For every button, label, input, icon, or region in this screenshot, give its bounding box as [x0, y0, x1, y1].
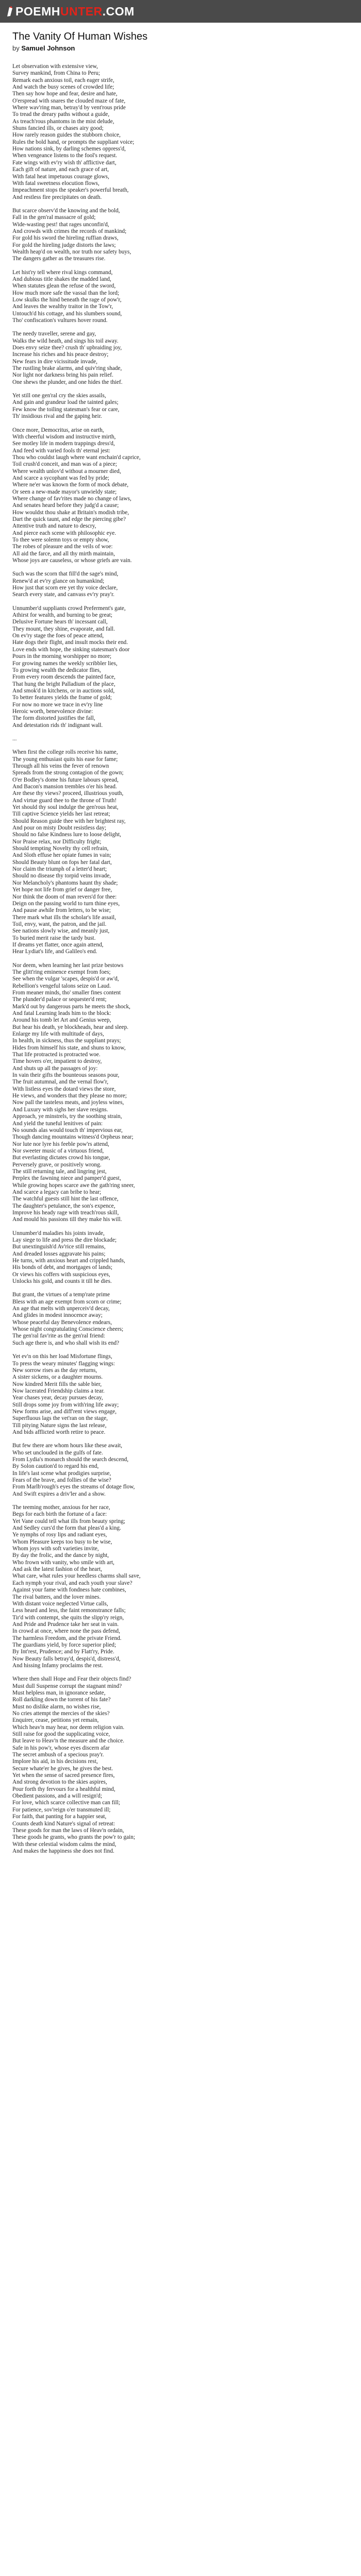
poem-line: Yet hope not life from grief or danger free,: [12, 887, 112, 893]
poem-line: From meaner minds, tho' smaller fines content: [12, 989, 121, 996]
poem-line: But hear his death, ye blockheads, hear and sleep.: [12, 1024, 128, 1030]
poem-line: By day the frolic, and the dance by night,: [12, 1552, 109, 1559]
poem-line: They mount, they shine, evaporate, and fall.: [12, 625, 115, 632]
poem-line: But leave to Heav'n the measure and the choice.: [12, 1738, 124, 1744]
poem-line: Unnumber'd suppliants crowd Preferment's gate,: [12, 605, 126, 612]
poem-line: The rustling brake alarms, and quiv'ring shade,: [12, 365, 122, 372]
site-header: [0, 0, 361, 23]
poem-line: Does envy seize thee? crush th' upbraiding joy,: [12, 345, 122, 351]
poem-line: Whom joys with soft varieties invite,: [12, 1546, 99, 1552]
poem-line: And detestation rids th' indignant wall.: [12, 722, 103, 728]
poem-line: When statutes glean the refuse of the sword,: [12, 283, 116, 290]
poem-line: Toil, envy, want, the patron, and the jail.: [12, 921, 107, 927]
poem-line: Roll darkling down the torrent of his fate?: [12, 1697, 111, 1703]
poem-line: And Bacon's mansion trembles o'er his head.: [12, 784, 117, 790]
poem-line: With listless eyes the dotard views the store,: [12, 1086, 116, 1092]
poem-stanza: [12, 1230, 349, 1285]
poem-line: But grant, the virtues of a temp'rate prime: [12, 1292, 110, 1298]
poem-line: The glitt'ring eminence exempt from foes;: [12, 969, 111, 975]
poem-stanza: [12, 1676, 349, 1855]
poem-line: Fate wings with ev'ry wish th' afflictive dart,: [12, 159, 117, 166]
poem-line: Safe in his pow'r, whose eyes discern afar: [12, 1744, 110, 1751]
poem-line: Whom Pleasure keeps too busy to be wise,: [12, 1538, 112, 1545]
site-logo[interactable]: [6, 5, 135, 19]
poem-title: The Vanity Of Human Wishes: [12, 31, 147, 42]
poem-line: Yet ev'n on this her load Misfortune flings,: [12, 1353, 112, 1360]
poem-line: Rebellion's vengeful talons seize on Laud.: [12, 982, 111, 989]
poem-line: To press the weary minutes' flagging wings:: [12, 1360, 115, 1367]
poem-line: The form distorted justifies the fall,: [12, 715, 95, 722]
poem-line: To thee were solemn toys or empty show,: [12, 537, 109, 543]
poem-line: Counts death kind Nature's signal of retreat:: [12, 1820, 116, 1827]
poem-line: Impeachment stops the speaker's powerful breath,: [12, 187, 129, 194]
poem-line: And pause awhile from letters, to be wise;: [12, 907, 111, 914]
poem-line: With these celestial wisdom calms the mind,: [12, 1841, 117, 1848]
quill-logo-icon: [6, 6, 13, 17]
poem-line: The harmless Freedom, and the private Friend.: [12, 1635, 122, 1641]
poem-line: Thou who couldst laugh where want enchain'd caprice,: [12, 454, 141, 461]
poem-line: And gain and grandeur load the tainted gales;: [12, 399, 119, 406]
poem-byline: [12, 44, 349, 52]
poem-line: If dreams yet flatter, once again attend,: [12, 941, 104, 948]
poem-line: And pour on misty Doubt resistless day;: [12, 825, 106, 832]
poem-line: For growing names the weekly scribbler lies,: [12, 660, 118, 667]
poem-line: Should no false Kindness lure to loose delight,: [12, 832, 121, 838]
poem-line: Around his tomb let Art and Genius weep,: [12, 1017, 111, 1024]
poem-line: Such age there is, and who shall wish its end?: [12, 1340, 120, 1346]
poem-line: How just that scorn ere yet thy voice declare,: [12, 585, 118, 591]
poem-line: O'er Bodley's dome his future labours spread,: [12, 776, 119, 783]
poem-line: Year chases year, decay pursues decay,: [12, 1395, 103, 1401]
poem-line: Where wav'ring man, betray'd by vent'rous pride: [12, 105, 126, 111]
poem-line: His bonds of debt, and mortgages of lands;: [12, 1264, 112, 1271]
poem-line: Nor claim the triumph of a letter'd heart;: [12, 866, 107, 873]
poem-stanza: [12, 1353, 349, 1436]
poem-line: Search every state, and canvass ev'ry pray'r.: [12, 591, 114, 598]
poem-line: Love ends with hope, the sinking statesman's door: [12, 646, 130, 653]
poem-line: Hear Lydiat's life, and Galileo's end.: [12, 948, 97, 955]
poem-line: See nations slowly wise, and meanly just,: [12, 928, 110, 935]
poem-line: Low skulks the hind beneath the rage of pow'r,: [12, 297, 122, 303]
poem-line: And mould his passions till they make his will.: [12, 1216, 122, 1223]
poem-line: ...: [12, 735, 17, 742]
poem-line: For now no more we trace in ev'ry line: [12, 701, 103, 708]
poem-line: Few know the toiling statesman's fear or care,: [12, 406, 120, 413]
poem-line: Wealth heap'd on wealth, nor truth nor safety buys,: [12, 248, 132, 255]
poem-line: And feed with varied fools th' eternal jest:: [12, 447, 110, 454]
poem-line: Increase his riches and his peace destroy;: [12, 351, 109, 358]
poem-line: An age that melts with unperceiv'd decay,: [12, 1306, 110, 1312]
poem-line: Each gift of nature, and each grace of art,: [12, 166, 109, 173]
poem-line: Athirst for wealth, and burning to be great;: [12, 612, 112, 619]
poem-line: While growing hopes scarce awe the gath'ring sneer,: [12, 1182, 135, 1189]
poem-line: With fatal heat impetuous courage glows,: [12, 173, 109, 180]
logo-text-main: POEMH: [15, 4, 60, 18]
poem-line: Nor lute nor lyre his feeble pow'rs attend,: [12, 1141, 109, 1147]
poem-line: The robes of pleasure and the veils of woe:: [12, 544, 113, 550]
poem-line: Should Reason guide thee with her brightest ray,: [12, 818, 126, 824]
poem-line: Must dull Suspense corrupt the stagnant mind?: [12, 1683, 122, 1689]
poem-line: And smok'd in kitchens, or in auctions sold,: [12, 687, 115, 694]
poem-line: Yet Vane could tell what ills from beauty spring;: [12, 1518, 125, 1524]
poem-line: How nations sink, by darling schemes oppress'd,: [12, 146, 126, 152]
poem-line: To better features yields the frame of gold;: [12, 694, 112, 701]
poem-line: These goods he grants, who grants the pow'r to gain;: [12, 1834, 135, 1841]
poem-line: How wouldst thou shake at Britain's modish tribe,: [12, 509, 129, 516]
poem-line: He turns, with anxious heart and crippled hands,: [12, 1258, 125, 1264]
poem-line: There mark what ills the scholar's life assail,: [12, 914, 116, 921]
poem-line: Tho' confiscation's vultures hover round.: [12, 317, 108, 324]
poem-stanza: [12, 393, 349, 420]
poem-line: Should Beauty blunt on fops her fatal dart,: [12, 859, 112, 866]
poem-line: What care, what rules your heedless charms shall save,: [12, 1573, 141, 1580]
poem-line: For faith, that panting for a happier seat,: [12, 1814, 107, 1820]
poem-line: In crowd at once, where none the pass defend,: [12, 1628, 120, 1635]
poem-stanza: [12, 63, 349, 201]
poem-line: Now Beauty falls betray'd, despis'd, distress'd,: [12, 1655, 121, 1662]
poem-line: Must no dislike alarm, no wishes rise,: [12, 1703, 101, 1710]
poem-line: Wide-wasting pest! that rages unconfin'd,: [12, 221, 109, 228]
poem-line: From Marlb'rough's eyes the streams of dotage flow,: [12, 1484, 135, 1490]
poem-line: And Sloth effuse her opiate fumes in vain;: [12, 852, 111, 859]
poem-line: And strong devotion to the skies aspires,: [12, 1779, 107, 1786]
poem-line: Which heav'n may hear, nor deem religion vain.: [12, 1724, 125, 1731]
poem-stanza: [12, 269, 349, 325]
poem-line: Obedient passions, and a will resign'd;: [12, 1793, 102, 1800]
poem-line: Each nymph your rival, and each youth your slave?: [12, 1580, 133, 1586]
poem-line: From Lydia's monarch should the search descend,: [12, 1456, 129, 1463]
poem-line: He views, and wonders that they please no more;: [12, 1093, 127, 1099]
poem-container: [0, 23, 361, 1855]
poem-line: And makes the happiness she does not find.: [12, 1848, 114, 1854]
poem-line: Hides from himself his state, and shuns to know,: [12, 1044, 126, 1051]
poem-line: And dreaded losses aggravate his pains;: [12, 1250, 106, 1257]
poem-line: Approach, ye minstrels, try the soothing strain,: [12, 1113, 122, 1120]
poem-line: Tir'd with contempt, she quits the slipp'ry reign,: [12, 1614, 124, 1621]
poem-line: Yet still one gen'ral cry the skies assails,: [12, 393, 106, 399]
poem-line: Hate dogs their flight, and insult mocks their end.: [12, 639, 128, 646]
poem-line: And Swift expires a driv'ler and a show.: [12, 1490, 106, 1497]
poem-line: Such was the scorn that fill'd the sage's mind,: [12, 571, 119, 578]
poem-line: And restless fire precipitates on death.: [12, 194, 102, 200]
poem-line: The daughter's petulance, the son's expence,: [12, 1202, 116, 1209]
poem-line: And watch the busy scenes of crowded life;: [12, 84, 114, 91]
poem-line: Superfluous lags the vet'ran on the stage,: [12, 1415, 108, 1422]
poem-line: As treach'rous phantoms in the mist delude,: [12, 118, 114, 125]
poem-line: Whose joys are causeless, or whose griefs are vain.: [12, 557, 132, 564]
poem-line: From every room descends the painted face,: [12, 674, 116, 681]
poem-line: See when the vulgar 'scapes, despis'd or aw'd,: [12, 976, 119, 982]
poem-line: With cheerful wisdom and instructive mirth,: [12, 433, 116, 440]
poem-line: Let observation with extensive view,: [12, 63, 98, 70]
poem-line: Survey mankind, from China to Peru;: [12, 70, 101, 77]
poem-line: And crowds with crimes the records of mankind;: [12, 228, 127, 234]
poem-line: Where change of fav'rites made no change of laws,: [12, 495, 132, 502]
poem-line: Where ne'er was known the form of mock debate,: [12, 482, 129, 488]
poem-line: The fruit autumnal, and the vernal flow'r,: [12, 1079, 109, 1086]
poem-line: No sounds alas would touch th' impervious ear,: [12, 1127, 123, 1133]
poem-line: Whose night congratulating Conscience cheers;: [12, 1326, 124, 1333]
poem-line: Then say how hope and fear, desire and hate,: [12, 91, 118, 97]
poem-line: Once more, Democritus, arise on earth,: [12, 427, 104, 433]
poem-stanza: [12, 749, 349, 955]
poem-line: Rules the bold hand, or prompts the suppliant voice;: [12, 139, 135, 145]
poem-line: Heroic worth, benevolence divine:: [12, 708, 93, 715]
poem-line: Enlarge my life with multitude of days,: [12, 1031, 104, 1038]
poem-line: Attentive truth and nature to descry,: [12, 523, 96, 530]
poem-line: Who frown with vanity, who smile with art,: [12, 1559, 114, 1566]
poem-line: By Solon caution'd to regard his end,: [12, 1463, 99, 1470]
poem-line: Now lacerated Friendship claims a tear.: [12, 1387, 105, 1394]
poem-line: With distant voice neglected Virtue calls,: [12, 1600, 108, 1607]
poem-line: Now kindred Merit fills the sable bier,: [12, 1381, 102, 1387]
poem-line: The watchful guests still hint the last offence,: [12, 1196, 119, 1202]
poem-line: Enquirer, cease, petitions yet remain,: [12, 1717, 99, 1724]
poem-line: Remark each anxious toil, each eager strife,: [12, 77, 114, 83]
poem-line: Nor Melancholy's phantoms haunt thy shade;: [12, 879, 118, 886]
poem-stanza: [12, 571, 349, 598]
poem-line: The gen'ral fav'rite as the gen'ral friend:: [12, 1333, 105, 1340]
poem-line: Renew'd at ev'ry glance on humankind;: [12, 578, 105, 584]
poem-stanza: [12, 208, 349, 263]
poem-stanza: [12, 962, 349, 1224]
poem-line: Shuns fancied ills, or chases airy good;: [12, 125, 104, 132]
poem-line: Bless with an age exempt from scorn or crime;: [12, 1298, 122, 1305]
poem-stanza: [12, 1504, 349, 1669]
poem-line: For gold his sword the hireling ruffian draws,: [12, 235, 119, 242]
poem-line: Till captive Science yields her last retreat;: [12, 811, 110, 818]
poem-line: Pours in the morning worshipper no more;: [12, 653, 112, 660]
poem-line: And yield the tuneful lenitives of pain:: [12, 1120, 103, 1127]
poem-line: And fatal Learning leads him to the block:: [12, 1010, 111, 1016]
poem-line: To growing wealth the dedicator flies,: [12, 667, 101, 673]
poem-line: For gold the hireling judge distorts the laws;: [12, 242, 116, 248]
poem-line: Nor Praise relax, nor Difficulty fright;: [12, 838, 102, 845]
poem-line: The dangers gather as the treasures rise.: [12, 256, 106, 262]
byline-prefix: by: [12, 44, 22, 52]
poem-line: Nor light nor darkness bring his pain relief.: [12, 372, 113, 379]
poem-stanza: [12, 1443, 349, 1498]
poem-line: Th' insidious rival and the gaping heir.: [12, 413, 102, 420]
poem-line: Let hist'ry tell where rival kings command,: [12, 269, 113, 276]
poem-line: These goods for man the laws of Heav'n ordain,: [12, 1827, 124, 1834]
poem-line: To buried merit raise the tardy bust.: [12, 935, 96, 941]
poem-line: Pour forth thy fervours for a healthful mind,: [12, 1786, 116, 1792]
poem-line: Implore his aid, in his decisions rest,: [12, 1758, 98, 1765]
poem-line: And hissing Infamy proclaims the rest.: [12, 1662, 103, 1669]
poem-line: Improve his heady rage with treach'rous skill,: [12, 1209, 119, 1216]
poem-line: Fall in the gen'ral massacre of gold;: [12, 214, 96, 221]
poem-line: When first the college rolls receive his name,: [12, 749, 118, 756]
poem-line: When vengeance listens to the fool's request.: [12, 152, 118, 159]
poem-line: With fatal sweetness elocution flows,: [12, 180, 100, 187]
poem-line: And Luxury with sighs her slave resigns.: [12, 1106, 108, 1113]
poem-line: And scarce a legacy can bribe to hear;: [12, 1189, 102, 1195]
poem-line: One shews the plunder, and one hides the thief.: [12, 379, 123, 385]
poem-line: And pierce each scene with philosophic eye.: [12, 530, 117, 536]
poem-line: And leaves the wealthy traitor in the Tow'r,: [12, 303, 113, 310]
poem-line: Secure whate'er he gives, he gives the best.: [12, 1765, 113, 1772]
poem-line: And ask the latest fashion of the heart,: [12, 1566, 102, 1573]
poem-line: Delusive Fortune hears th' incessant call,: [12, 619, 108, 625]
poem-line: Yet when the sense of sacred presence fires,: [12, 1772, 115, 1779]
poem-line: And scarce a sycophant was fed by pride;: [12, 474, 109, 481]
poem-line: In health, in sickness, thus the suppliant prays;: [12, 1038, 121, 1044]
poem-line: Whose peaceful day Benevolence endears,: [12, 1319, 112, 1326]
poem-line: The needy traveller, serene and gay,: [12, 331, 96, 337]
poem-line: Though dancing mountains witness'd Orpheus near;: [12, 1134, 134, 1141]
poem-line: The still returning tale, and lingring jest,: [12, 1168, 107, 1175]
poem-line: For love, which scarce collective man can fill;: [12, 1800, 120, 1806]
poem-line: No cries attempt the mercies of the skies?: [12, 1710, 110, 1717]
poem-line: To tread the dreary paths without a guide,: [12, 111, 110, 118]
poem-line: Yet should thy soul indulge the gen'rous heat,: [12, 804, 119, 811]
poem-line: Fears of the brave, and follies of the wise?: [12, 1477, 111, 1483]
poem-line: Toil crush'd conceit, and man was of a piece;: [12, 461, 117, 468]
poem-line: All aid the farce, and all thy mirth maintain,: [12, 550, 115, 557]
poem-line: Walks the wild heath, and sings his toil away.: [12, 337, 119, 344]
poem-line: Unnumber'd maladies his joints invade,: [12, 1230, 105, 1236]
poem-line: Begs for each birth the fortune of a face:: [12, 1511, 107, 1518]
poem-line: The plunder'd palace or sequester'd rent;: [12, 996, 107, 1003]
poem-line: Now pall the tasteless meats, and joyless wines,: [12, 1099, 124, 1106]
poem-line: How much more safe the vassal than the lord;: [12, 290, 120, 296]
poem-line: Must helpless man, in ignorance sedate,: [12, 1689, 106, 1696]
poem-stanza: [12, 736, 349, 742]
poem-line: And glides in modest innocence away;: [12, 1312, 103, 1319]
poem-line: For patience, sov'reign o'er transmuted ill;: [12, 1806, 111, 1813]
poem-line: That life protracted is protracted woe.: [12, 1052, 101, 1058]
poem-line: Deign on the passing world to turn thine eyes,: [12, 900, 120, 907]
poem-line: And senates heard before they judg'd a cause;: [12, 502, 119, 509]
poem-line: Less heard and less, the faint remonstrance falls;: [12, 1607, 126, 1614]
logo-text-accent: UNTER: [60, 4, 103, 18]
poem-line: Or views his coffers with suspicious eyes,: [12, 1271, 110, 1278]
poem-line: And virtue guard thee to the throne of Truth!: [12, 797, 117, 804]
poem-line: New forms arise, and diff'rent views engage,: [12, 1408, 117, 1415]
poem-line: Still raise for good the supplicating voice,: [12, 1731, 110, 1738]
poem-line: How rarely reason guides the stubborn choice,: [12, 132, 121, 139]
poem-line: Nor sweeter music of a virtuous friend,: [12, 1147, 104, 1154]
poem-line: See motley life in modern trappings dress'd,: [12, 440, 115, 447]
poem-line: Through all his veins the fever of renown: [12, 762, 109, 769]
poem-line: Time hovers o'er, impatient to destroy,: [12, 1058, 102, 1065]
poem-line: And Pride and Prudence take her seat in vain.: [12, 1621, 119, 1628]
poem-line: Perversely grave, or positively wrong.: [12, 1161, 102, 1168]
poem-line: The teeming mother, anxious for her race,: [12, 1504, 110, 1511]
poem-line: New sorrow rises as the day returns,: [12, 1367, 97, 1374]
poem-stanza: [12, 427, 349, 565]
poem-line: That hung the bright Palladium of the place,: [12, 681, 116, 687]
poem-line: Perplex the fawning niece and pamper'd guest,: [12, 1175, 121, 1182]
poem-line: In vain their gifts the bounteous seasons pour,: [12, 1072, 120, 1079]
poem-line: Mark'd out by dangerous parts he meets the shock,: [12, 1003, 130, 1010]
poem-line: Nor think the doom of man revers'd for thee:: [12, 893, 117, 900]
poem-line: The rival batters, and the lover mines.: [12, 1594, 101, 1600]
poem-stanza: [12, 1292, 349, 1347]
poem-line: On ev'ry stage the foes of peace attend,: [12, 633, 104, 639]
poem-line: In life's last scene what prodigies surprise,: [12, 1470, 111, 1477]
poem-line: By Int'rest, Prudence; and by Flatt'ry, Pride.: [12, 1649, 114, 1655]
poem-line: Who set unclouded in the gulfs of fate.: [12, 1449, 103, 1456]
poem-line: And bids afflicted worth retire to peace.: [12, 1429, 106, 1435]
poem-line: But everlasting dictates crowd his tongue,: [12, 1155, 110, 1161]
poem-line: The guardians yield, by force superior plied;: [12, 1641, 117, 1648]
poem-line: Where then shall Hope and Fear their objects find?: [12, 1676, 132, 1683]
poem-line: Till pitying Nature signs the last release,: [12, 1422, 107, 1429]
poem-line: Still drops some joy from with'ring life away;: [12, 1401, 119, 1408]
poem-line: Unlocks his gold, and counts it till he dies.: [12, 1278, 112, 1285]
poem-line: Dart the quick taunt, and edge the piercing gibe?: [12, 516, 126, 522]
poem-line: The secret ambush of a specious pray'r.: [12, 1752, 104, 1758]
poem-line: And Sedley curs'd the form that pleas'd a king.: [12, 1525, 121, 1532]
poem-line: Where wealth unlov'd without a mourner died,: [12, 468, 121, 474]
poem-stanza: [12, 605, 349, 729]
poem-line: A sister sickens, or a daughter mourns.: [12, 1374, 103, 1381]
author-link[interactable]: Samuel Johnson: [21, 44, 75, 52]
poem-body: [12, 63, 349, 1855]
poem-line: Ye nymphs of rosy lips and radiant eyes,: [12, 1532, 107, 1538]
poem-stanza: [12, 331, 349, 386]
poem-line: Against your fame with fondness hate combines,: [12, 1587, 126, 1594]
poem-line: And dubious title shakes the madded land,: [12, 276, 111, 282]
poem-line: Nor deem, when learning her last prize bestows: [12, 962, 124, 969]
poem-line: Should no disease thy torpid veins invade,: [12, 873, 111, 879]
poem-line: Are these thy views? proceed, illustrious youth,: [12, 790, 124, 797]
poem-line: Should tempting Novelty thy cell refrain,: [12, 845, 109, 852]
poem-line: Spreads from the strong contagion of the gown;: [12, 770, 124, 776]
poem-line: Or seen a new-made mayor's unwieldy state;: [12, 488, 117, 495]
poem-line: Lay siege to life and press the dire blockade;: [12, 1237, 117, 1243]
poem-line: But few there are whom hours like these await,: [12, 1443, 123, 1449]
poem-line: And shuts up all the passages of joy:: [12, 1065, 98, 1072]
poem-line: New fears in dire vicissitude invade,: [12, 358, 98, 365]
logo-text-suffix: .COM: [102, 4, 135, 18]
poem-line: O'erspread with snares the clouded maze of fate,: [12, 97, 126, 104]
poem-line: The young enthusiast quits his ease for fame;: [12, 756, 118, 762]
poem-line: But scarce observ'd the knowing and the bold,: [12, 207, 120, 214]
poem-line: But unextinguish'd Av'rice still remains,: [12, 1244, 106, 1250]
poem-line: Untouch'd his cottage, and his slumbers sound,: [12, 310, 122, 317]
